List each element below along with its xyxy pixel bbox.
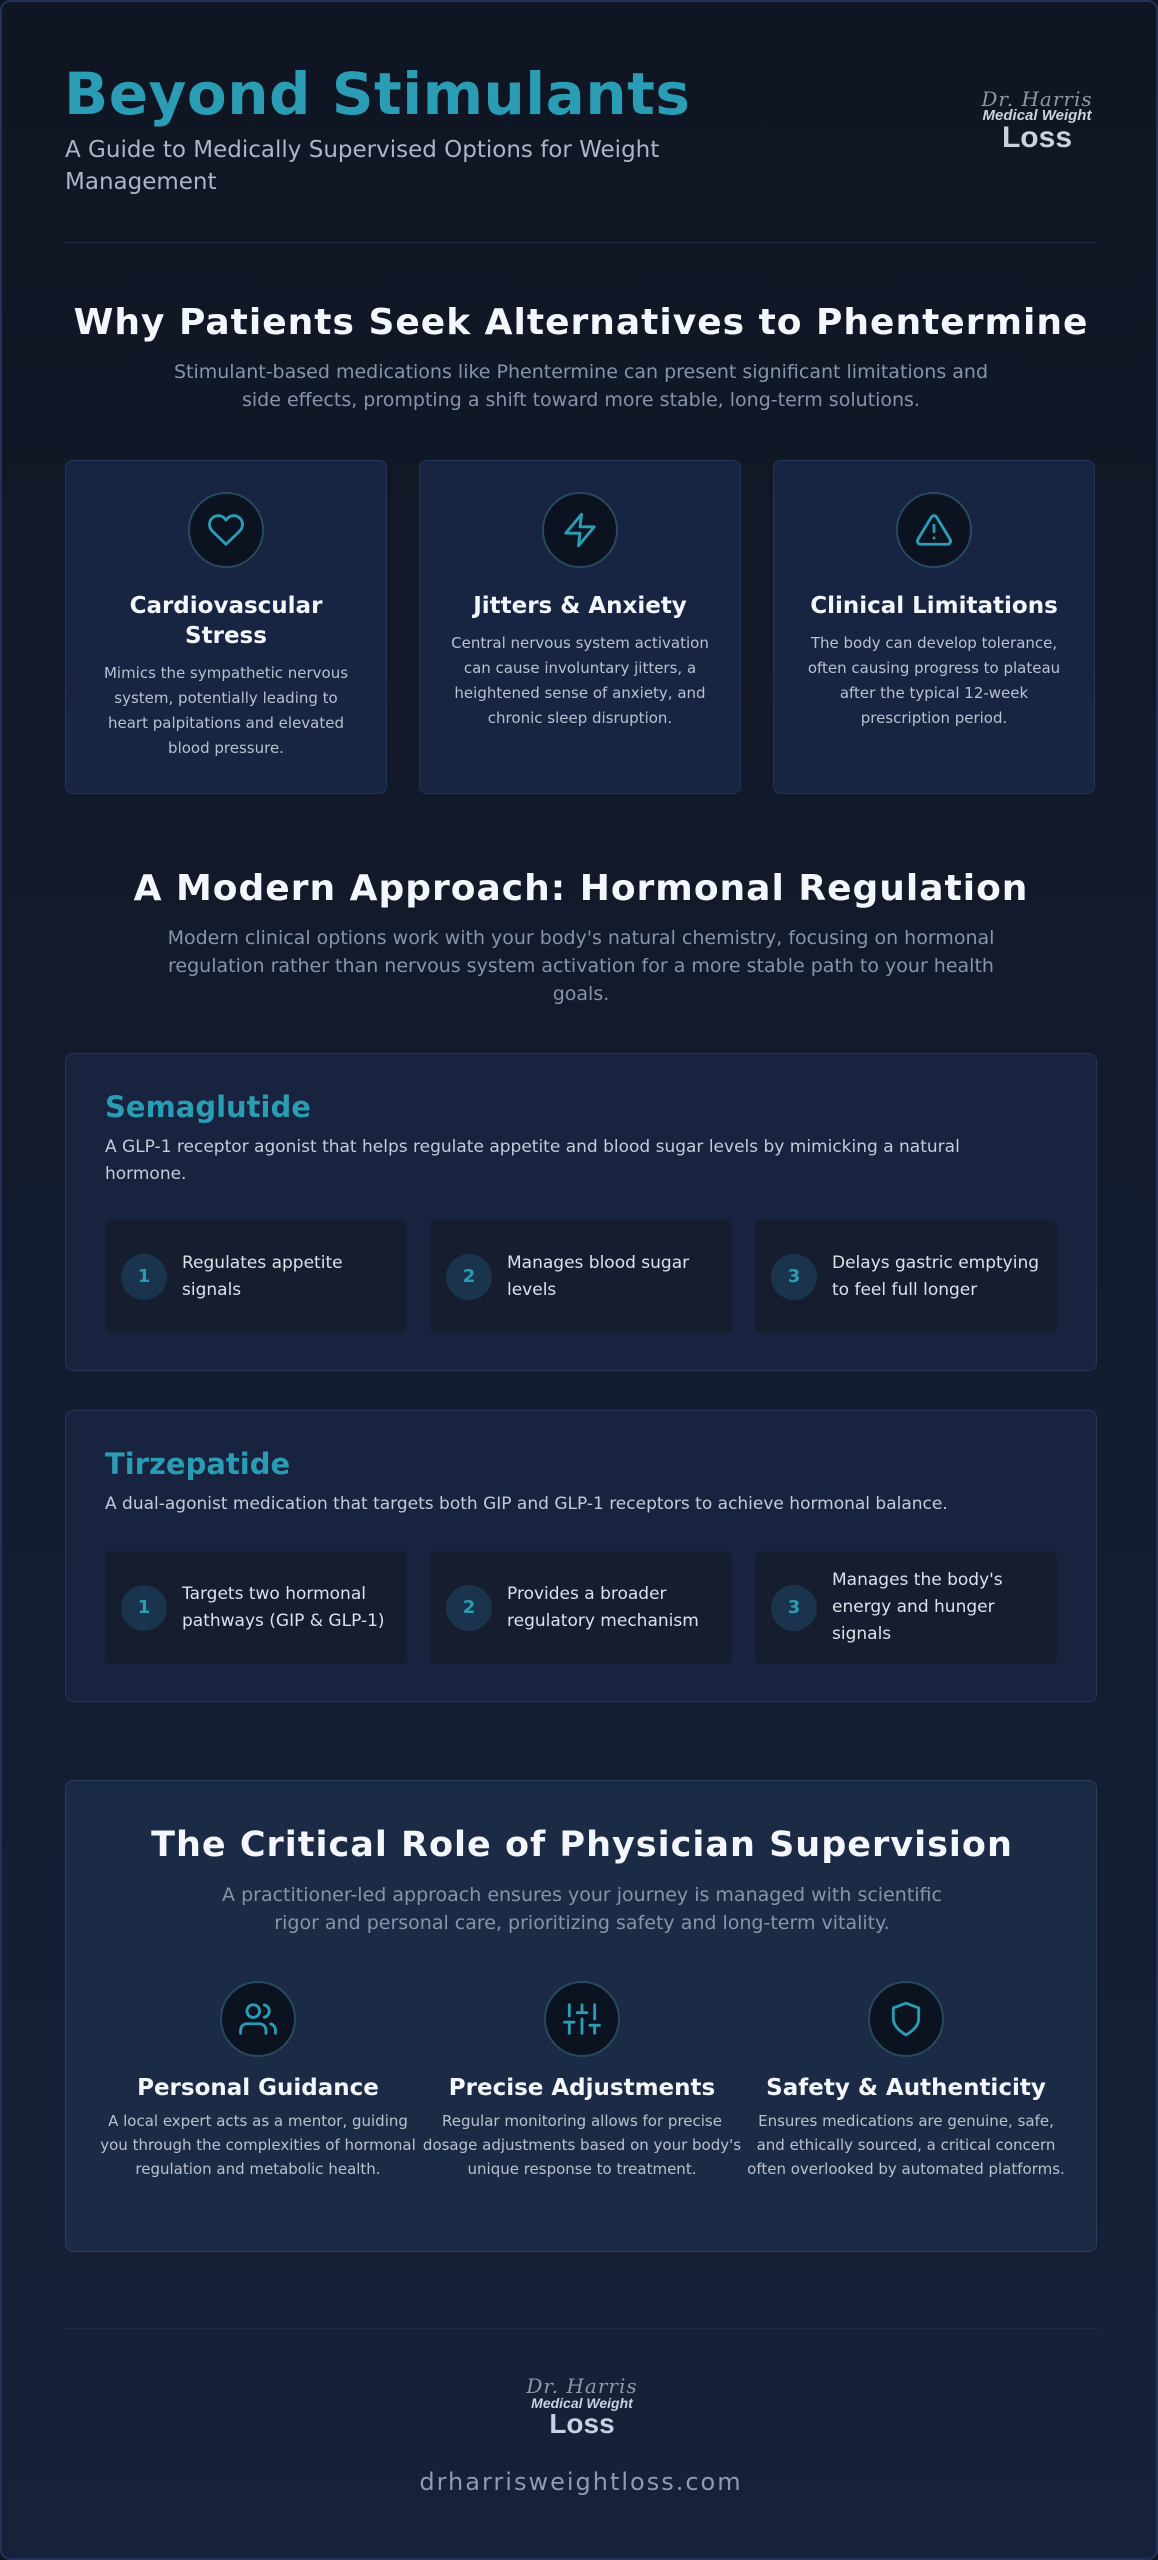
why-card-title: Jitters & Anxiety <box>473 593 687 619</box>
page-title: Beyond Stimulants <box>64 60 691 128</box>
supervision-item-adjustments <box>422 1981 742 2181</box>
semaglutide-panel <box>65 1053 1097 1371</box>
why-card-jitters <box>419 460 741 794</box>
why-section-subtitle: Stimulant-based medications like Phentermine can present significant limitations and side effects, prompting a shift toward more stable, long-term solutions. <box>173 361 989 411</box>
sliders-icon <box>544 1981 620 2057</box>
supervision-item-text: A local expert acts as a mentor, guiding you through the complexities of hormonal regulation and metabolic health. <box>100 2112 416 2178</box>
supervision-subtitle: A practitioner-led approach ensures your journey is managed with scientific rigor and personal care, prioritizing safety and long-term vitality. <box>222 1884 942 1934</box>
supervision-item-text: Ensures medications are genuine, safe, and ethically sourced, a critical concern often overlooked by automated platforms. <box>747 2112 1065 2178</box>
feature-number: 1 <box>121 1585 167 1631</box>
header-divider <box>64 242 1098 243</box>
feature-text: Manages blood sugar levels <box>507 1252 690 1300</box>
shield-icon <box>868 1981 944 2057</box>
supervision-item-safety <box>746 1981 1066 2181</box>
feature-text: Provides a broader regulatory mechanism <box>507 1583 699 1631</box>
semaglutide-feature <box>755 1220 1057 1333</box>
why-card-text: Mimics the sympathetic nervous system, potentially leading to heart palpitations and elevated blood pressure. <box>103 664 349 757</box>
feature-text: Regulates appetite signals <box>182 1252 343 1300</box>
feature-text: Delays gastric emptying to feel full longer <box>832 1252 1040 1300</box>
feature-number: 3 <box>771 1585 817 1631</box>
lightning-icon <box>542 492 618 568</box>
tirzepatide-description: A dual-agonist medication that targets both GIP and GLP-1 receptors to achieve hormonal balance. <box>105 1494 948 1514</box>
supervision-item-title: Precise Adjustments <box>448 2075 716 2101</box>
why-card-clinical <box>773 460 1095 794</box>
supervision-title: The Critical Role of Physician Supervision <box>151 1825 1013 1865</box>
logo-script: Dr. Harris <box>981 87 1093 111</box>
logo-line2: Loss <box>1001 121 1073 154</box>
why-card-title: Clinical Limitations <box>810 593 1058 619</box>
why-card-title: Cardiovascular Stress <box>129 593 323 649</box>
tirzepatide-feature <box>105 1551 407 1664</box>
why-card-text: Central nervous system activation can cause involuntary jitters, a heightened sense of anxiety, and chronic sleep disruption. <box>451 634 709 727</box>
logo-line1: Medical Weight <box>531 2395 633 2411</box>
modern-section-title: A Modern Approach: Hormonal Regulation <box>133 868 1029 909</box>
heart-icon <box>188 492 264 568</box>
footer-logo <box>522 2374 642 2439</box>
semaglutide-feature <box>430 1220 732 1333</box>
feature-text: Manages the body's energy and hunger signals <box>832 1570 1003 1644</box>
warning-triangle-icon <box>896 492 972 568</box>
why-section-title: Why Patients Seek Alternatives to Phentermine <box>73 302 1089 343</box>
logo-script: Dr. Harris <box>526 2374 638 2398</box>
brand-logo <box>977 87 1097 154</box>
tirzepatide-feature <box>755 1551 1057 1664</box>
tirzepatide-feature <box>430 1551 732 1664</box>
feature-text: Targets two hormonal pathways (GIP & GLP-1) <box>182 1583 385 1631</box>
supervision-item-title: Safety & Authenticity <box>766 2075 1046 2101</box>
footer-url-link[interactable]: drharrisweightloss.com <box>419 2468 743 2496</box>
supervision-item-title: Personal Guidance <box>137 2075 379 2101</box>
supervision-section <box>65 1780 1097 2252</box>
tirzepatide-title: Tirzepatide <box>105 1447 291 1481</box>
supervision-item-guidance <box>98 1981 418 2181</box>
feature-number: 2 <box>446 1254 492 1300</box>
semaglutide-description: A GLP-1 receptor agonist that helps regulate appetite and blood sugar levels by mimicking a natural hormone. <box>105 1137 960 1184</box>
modern-section-subtitle: Modern clinical options work with your body's natural chemistry, focusing on hormonal regulation rather than nervous system activation for a more stable path to your health goals. <box>167 927 995 1005</box>
supervision-item-text: Regular monitoring allows for precise dosage adjustments based on your body's unique response to treatment. <box>422 2112 742 2178</box>
semaglutide-title: Semaglutide <box>105 1090 311 1124</box>
semaglutide-feature <box>105 1220 407 1333</box>
feature-number: 3 <box>771 1254 817 1300</box>
tirzepatide-panel <box>65 1410 1097 1702</box>
why-card-text: The body can develop tolerance, often causing progress to plateau after the typical 12-week prescription period. <box>807 634 1061 727</box>
feature-number: 1 <box>121 1254 167 1300</box>
feature-number: 2 <box>446 1585 492 1631</box>
logo-line2: Loss <box>549 2408 615 2439</box>
logo-line1: Medical Weight <box>982 107 1092 124</box>
users-icon <box>220 1981 296 2057</box>
footer-divider <box>64 2328 1098 2329</box>
why-card-cardiovascular <box>65 460 387 794</box>
page-subtitle: A Guide to Medically Supervised Options for Weight Management <box>65 137 660 195</box>
